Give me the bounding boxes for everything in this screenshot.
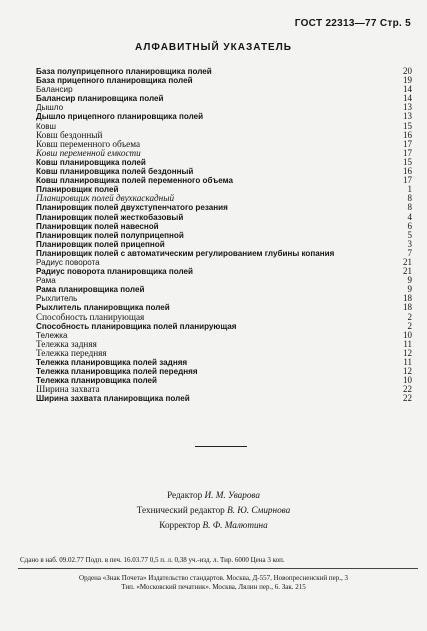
imprint-divider	[18, 568, 418, 569]
page-header: ГОСТ 22313—77 Стр. 5	[294, 18, 411, 29]
index-term: База прицепного планировщика полей	[36, 76, 193, 86]
index-term: Планировщик полей двухступенчатого резания	[36, 203, 228, 213]
index-term: Радиус поворота	[36, 257, 100, 267]
index-entry	[36, 194, 412, 203]
index-page-number: 21	[403, 256, 412, 267]
index-page-number: 17	[403, 138, 412, 149]
index-page-number: 11	[403, 338, 412, 349]
index-page-number: 4	[407, 211, 412, 222]
index-term: Рыхлитель	[36, 294, 78, 304]
index-entry	[36, 213, 412, 222]
index-page-number: 18	[403, 293, 412, 304]
index-page-number: 11	[403, 357, 412, 367]
index-page-number: 12	[403, 347, 412, 358]
index-page-number: 16	[403, 166, 412, 177]
index-entry	[36, 149, 412, 158]
index-entry	[36, 203, 412, 212]
index-page-number: 10	[403, 329, 412, 340]
printer-line: Тип. «Московский печатник». Москва, Лялин пер., 6. Зак. 215	[121, 583, 306, 591]
index-page-number: 19	[403, 75, 412, 86]
index-term: Планировщик полей	[36, 185, 119, 195]
index-term: Ковш переменной емкости	[36, 147, 141, 158]
index-page-number: 22	[403, 384, 412, 395]
index-term: Рама	[36, 276, 56, 286]
index-term: Тележка планировщика полей задняя	[36, 358, 188, 367]
section-divider	[195, 446, 247, 447]
index-term: Ковш планировщика полей	[36, 157, 146, 167]
index-term: Дышло прицепного планировщика полей	[36, 112, 204, 122]
index-term: Тележка передняя	[36, 347, 107, 358]
credit-line-technical-editor	[0, 503, 427, 518]
index-entry	[36, 112, 412, 121]
index-entry	[36, 258, 412, 267]
index-term: База полуприцепного планировщика полей	[36, 67, 212, 76]
print-imprint: Сдано в наб. 09.02.77 Подп. в печ. 16.03.77 0,5 п. л. 0,38 уч.-изд. л. Тир. 6000 Цена 3 коп.	[20, 556, 285, 564]
index-entry	[36, 394, 412, 403]
index-entry	[36, 349, 412, 358]
credit-role: Технический редактор	[136, 505, 225, 515]
index-page-number: 10	[403, 375, 412, 386]
index-entry	[36, 176, 412, 185]
index-entry	[36, 322, 412, 331]
index-entry	[36, 367, 412, 376]
index-term: Способность планировщика полей планирующая	[36, 321, 237, 331]
index-term: Ковш планировщика полей бездонный	[36, 167, 194, 177]
index-term: Ширина захвата	[36, 384, 100, 395]
credits-block	[0, 488, 427, 533]
index-page-number: 20	[403, 66, 412, 76]
index-term: Планировщик полей полуприцепной	[36, 230, 184, 240]
index-page-number: 15	[403, 120, 412, 131]
credit-name: В. Ю. Смирнова	[227, 505, 291, 515]
index-entry	[36, 85, 412, 94]
index-term: Ковш переменного объема	[36, 138, 141, 149]
index-term: Планировщик полей с автоматическим регулированием глубины копания	[36, 248, 335, 258]
index-page-number: 13	[403, 102, 412, 113]
index-page-number: 8	[407, 193, 412, 204]
index-page-number: 6	[407, 220, 412, 231]
index-page-number: 9	[407, 275, 412, 286]
index-entry	[36, 167, 412, 176]
index-term: Рыхлитель планировщика полей	[36, 303, 170, 313]
index-page-number: 7	[407, 247, 412, 258]
publisher-line: Ордена «Знак Почета» Издательство стандартов. Москва, Д-557, Новопресненский пер., 3	[79, 574, 348, 582]
index-term: Балансир	[36, 85, 73, 95]
index-entry	[36, 358, 412, 367]
page-title: АЛФАВИТНЫЙ УКАЗАТЕЛЬ	[135, 42, 292, 53]
index-page-number: 12	[403, 366, 412, 377]
index-entry	[36, 249, 412, 258]
publisher-info	[0, 574, 427, 592]
index-page-number: 8	[407, 202, 412, 213]
index-entry	[36, 240, 412, 249]
index-page-number: 14	[403, 93, 412, 104]
index-term: Планировщик полей жесткобазовый	[36, 212, 184, 222]
credit-name: И. М. Уварова	[204, 490, 260, 500]
credit-name: В. Ф. Малютина	[202, 520, 268, 530]
index-page-number: 2	[407, 311, 412, 322]
index-term: Балансир планировщика полей	[36, 94, 164, 104]
index-entry	[36, 94, 412, 103]
index-term: Ковш	[36, 121, 57, 131]
credit-line-proofreader	[0, 518, 427, 533]
index-entry	[36, 276, 412, 285]
index-page-number: 17	[403, 147, 412, 158]
index-entry	[36, 103, 412, 112]
index-entry	[36, 222, 412, 231]
index-term: Дышло	[36, 103, 64, 113]
index-term: Тележка задняя	[36, 338, 97, 349]
credit-role: Корректор	[159, 520, 201, 530]
index-page-number: 9	[407, 284, 412, 295]
index-entry	[36, 158, 412, 167]
index-entry	[36, 385, 412, 394]
index-page-number: 18	[403, 302, 412, 313]
credit-line-editor	[0, 488, 427, 503]
index-term: Тележка	[36, 330, 68, 340]
index-term: Тележка планировщика полей	[36, 376, 158, 386]
index-term: Способность планирующая	[36, 311, 145, 322]
index-page-number: 21	[403, 266, 412, 277]
index-page-number: 13	[403, 111, 412, 122]
alphabetical-index	[36, 67, 412, 403]
index-term: Ковш бездонный	[36, 129, 103, 140]
index-term: Планировщик полей двухкаскадный	[36, 193, 175, 204]
index-page-number: 14	[403, 84, 412, 95]
credit-role: Редактор	[167, 490, 203, 500]
index-entry	[36, 285, 412, 294]
index-term: Рама планировщика полей	[36, 285, 145, 295]
index-page-number: 2	[407, 320, 412, 331]
index-page-number: 17	[403, 175, 412, 186]
index-term: Ковш планировщика полей переменного объема	[36, 176, 234, 186]
index-page-number: 1	[407, 184, 412, 195]
index-page-number: 22	[403, 393, 412, 404]
index-page-number: 5	[407, 229, 412, 240]
index-term: Планировщик полей прицепной	[36, 239, 165, 249]
index-term: Тележка планировщика полей передняя	[36, 367, 198, 377]
index-entry	[36, 67, 412, 76]
index-entry	[36, 313, 412, 322]
index-term: Ширина захвата планировщика полей	[36, 394, 190, 404]
index-page-number: 3	[407, 238, 412, 249]
index-page-number: 16	[403, 129, 412, 140]
index-term: Планировщик полей навесной	[36, 221, 159, 231]
index-entry	[36, 231, 412, 240]
index-entry	[36, 267, 412, 276]
index-page-number: 15	[403, 156, 412, 167]
index-term: Радиус поворота планировщика полей	[36, 267, 194, 277]
index-entry	[36, 294, 412, 303]
index-entry	[36, 76, 412, 85]
